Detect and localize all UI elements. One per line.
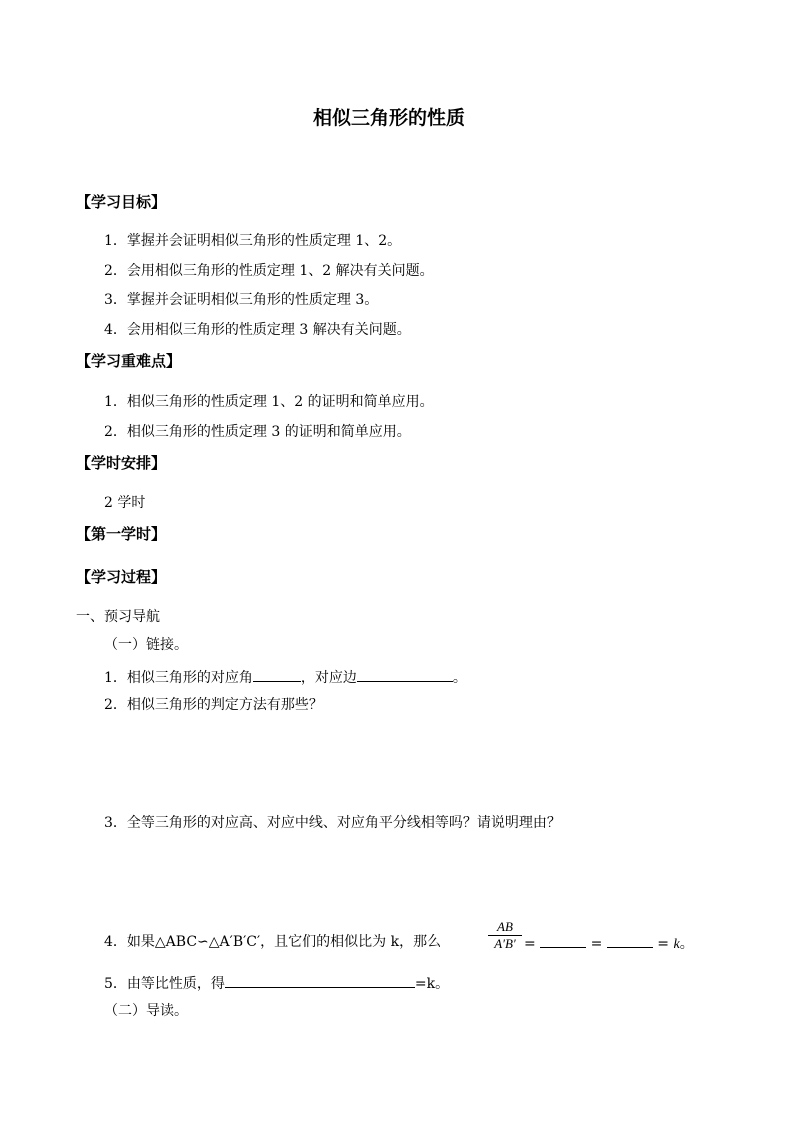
page-title: 相似三角形的性质	[313, 107, 466, 129]
subsection-reading-title: （二）导读。	[104, 1003, 188, 1019]
fraction-denominator: A′B′	[494, 936, 516, 951]
question-1-middle: ，对应边	[300, 670, 357, 686]
question-4-end: 。	[679, 936, 694, 952]
question-5-prefix: 5．由等比性质，得	[104, 976, 225, 992]
question-3: 3．全等三角形的对应高、对应中线、对应角平分线相等吗？请说明理由？	[104, 815, 561, 831]
question-4	[104, 933, 441, 951]
question-1-prefix: 1．相似三角形的对应角	[104, 670, 253, 686]
blank-ratio-2[interactable]	[607, 933, 653, 948]
question-4-prefix: 4．如果△ABC∽△A′B′C′，且它们的相似比为 k，那么	[104, 934, 442, 950]
equals-sign-1: =	[524, 936, 536, 952]
key-point-item-2: 2．相似三角形的性质定理 3 的证明和简单应用。	[104, 424, 411, 440]
ratio-k: k	[673, 937, 680, 952]
ratio-fraction	[488, 919, 522, 952]
goal-item-4: 4．会用相似三角形的性质定理 3 解决有关问题。	[104, 322, 411, 338]
schedule-heading: 【学时安排】	[76, 454, 167, 472]
question-2: 2．相似三角形的判定方法有那些？	[104, 697, 323, 713]
blank-proportion[interactable]	[225, 973, 415, 988]
first-period-heading: 【第一学时】	[76, 525, 167, 543]
equals-sign-2: =	[590, 936, 603, 952]
section-one-title: 一、预习导航	[76, 609, 160, 625]
question-5-suffix: =k。	[414, 976, 450, 992]
question-1-suffix: 。	[452, 670, 467, 686]
blank-ratio-1[interactable]	[540, 933, 586, 948]
question-1	[104, 667, 467, 687]
question-5	[104, 973, 449, 993]
key-points-heading: 【学习重难点】	[76, 352, 182, 370]
key-point-item-1: 1．相似三角形的性质定理 1、2 的证明和简单应用。	[104, 394, 434, 410]
goals-heading: 【学习目标】	[76, 193, 167, 211]
schedule-text: 2 学时	[104, 495, 146, 511]
process-heading: 【学习过程】	[76, 568, 167, 586]
goal-item-1: 1．掌握并会证明相似三角形的性质定理 1、2。	[104, 233, 402, 249]
goal-item-3: 3．掌握并会证明相似三角形的性质定理 3。	[104, 292, 379, 308]
blank-corresponding-sides[interactable]	[357, 667, 453, 682]
blank-corresponding-angles[interactable]	[253, 667, 301, 682]
equals-sign-3: =	[657, 936, 670, 952]
fraction-numerator: AB	[497, 919, 513, 934]
goal-item-2: 2．会用相似三角形的性质定理 1、2 解决有关问题。	[104, 263, 434, 279]
subsection-link-title: （一）链接。	[104, 637, 188, 653]
question-4-equation	[524, 933, 694, 954]
